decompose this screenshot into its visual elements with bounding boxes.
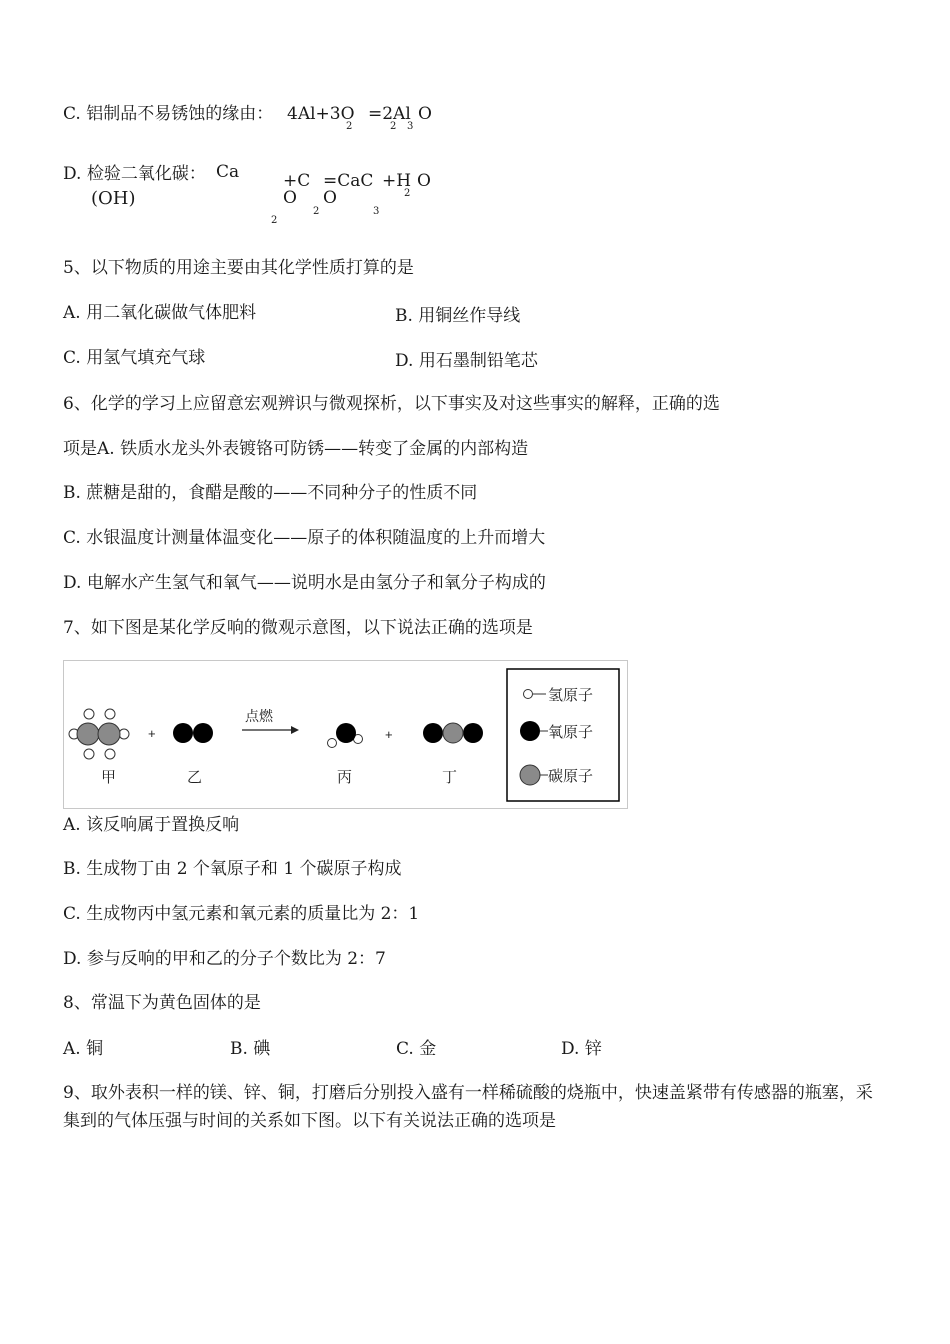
hydrogen-atom bbox=[328, 739, 337, 748]
legend-oxygen-label: 氧原子 bbox=[548, 724, 594, 741]
molecule-jia bbox=[69, 709, 129, 759]
q6-stem: 6、化学的学习上应留意宏观辨识与微观探析，以下事实及对这些事实的解释，正确的选 bbox=[63, 394, 720, 414]
legend-carbon-label: 碳原子 bbox=[548, 768, 594, 785]
arrow-label: 点燃 bbox=[245, 708, 273, 724]
carbon-atom bbox=[98, 723, 120, 745]
q4-option-c-eq-end: O bbox=[418, 104, 432, 124]
hydrogen-atom bbox=[105, 709, 115, 719]
oxygen-atom bbox=[193, 723, 213, 743]
label-jia: 甲 bbox=[101, 769, 117, 786]
q4-option-c-label: C. 铝制品不易锈蚀的缘由： bbox=[63, 104, 274, 124]
q4-option-d-sub-h: 2 bbox=[404, 188, 411, 199]
q4-option-d-sub-oh: 2 bbox=[271, 215, 278, 226]
q4-option-d-ca: Ca bbox=[216, 162, 240, 182]
legend-hydrogen-label: 氢原子 bbox=[548, 687, 594, 704]
q4-option-d-sub-o1: 2 bbox=[313, 206, 320, 217]
molecule-ding bbox=[423, 723, 483, 743]
legend bbox=[507, 669, 619, 801]
label-bing: 丙 bbox=[337, 769, 353, 786]
q7-stem: 7、如下图是某化学反响的微观示意图，以下说法正确的选项是 bbox=[63, 618, 533, 638]
carbon-atom bbox=[443, 723, 463, 743]
q4-option-d-sub-o2: 3 bbox=[373, 206, 380, 217]
q6-stem-line2: 项是A. 铁质水龙头外表镀铬可防锈——转变了金属的内部构造 bbox=[63, 439, 529, 459]
q5-option-d: D. 用石墨制铅笔芯 bbox=[395, 351, 538, 371]
q4-option-c-eq-mid: =2Al bbox=[368, 104, 411, 124]
q4-option-c-eq-sub3: 3 bbox=[407, 121, 414, 132]
q6-option-b: B. 蔗糖是甜的，食醋是酸的——不同种分子的性质不同 bbox=[63, 483, 478, 503]
oxygen-atom bbox=[336, 723, 356, 743]
molecule-bing bbox=[328, 723, 363, 748]
label-yi: 乙 bbox=[187, 769, 203, 786]
reaction-diagram bbox=[63, 660, 628, 809]
hydrogen-atom bbox=[105, 749, 115, 759]
plus-sign-2: + bbox=[385, 727, 393, 742]
q4-option-d-oh: (OH) bbox=[91, 188, 136, 209]
q7-option-d: D. 参与反响的甲和乙的分子个数比为 2：7 bbox=[63, 949, 386, 969]
q4-option-d-plus-h: +H bbox=[382, 171, 412, 191]
q4-option-d-eq-cac: =CaC bbox=[323, 171, 374, 191]
q4-option-d-o2: O bbox=[323, 188, 337, 208]
q5-option-c: C. 用氢气填充气球 bbox=[63, 348, 206, 368]
arrow-head bbox=[291, 726, 299, 734]
q4-option-c-eq-sub1: 2 bbox=[346, 121, 353, 132]
hydrogen-atom bbox=[84, 749, 94, 759]
q7-option-b: B. 生成物丁由 2 个氧原子和 1 个碳原子构成 bbox=[63, 859, 402, 879]
q5-option-b: B. 用铜丝作导线 bbox=[395, 306, 521, 326]
legend-hydrogen-icon bbox=[524, 690, 533, 699]
q7-option-c: C. 生成物丙中氢元素和氧元素的质量比为 2：1 bbox=[63, 904, 420, 924]
plus-sign-1: + bbox=[148, 726, 156, 741]
q4-option-d-plus-c: +C bbox=[283, 171, 311, 191]
q9-stem: 9、取外表积一样的镁、锌、铜，打磨后分别投入盛有一样稀硫酸的烧瓶中，快速盖紧带有传感器的瓶塞，采集到的气体压强与时间的关系如下图。以下有关说法正确的选项是 bbox=[63, 1083, 873, 1131]
q8-option-b: B. 碘 bbox=[230, 1039, 271, 1059]
q8-option-a: A. 铜 bbox=[63, 1039, 104, 1059]
molecule-yi bbox=[173, 723, 213, 743]
q5-stem: 5、以下物质的用途主要由其化学性质打算的是 bbox=[63, 258, 414, 278]
oxygen-atom bbox=[173, 723, 193, 743]
q6-option-c: C. 水银温度计测量体温变化——原子的体积随温度的上升而增大 bbox=[63, 528, 546, 548]
q6-option-d: D. 电解水产生氢气和氧气——说明水是由氢分子和氧分子构成的 bbox=[63, 573, 546, 593]
hydrogen-atom bbox=[84, 709, 94, 719]
q7-option-a: A. 该反响属于置换反响 bbox=[63, 815, 240, 835]
q8-option-d: D. 锌 bbox=[561, 1039, 602, 1059]
q4-option-d-label: D. 检验二氧化碳： bbox=[63, 164, 206, 184]
label-ding: 丁 bbox=[442, 769, 458, 786]
q4-option-c-eq-main: 4Al+3O bbox=[287, 104, 355, 124]
q8-option-c: C. 金 bbox=[396, 1039, 437, 1059]
q4-option-c-eq-sub2: 2 bbox=[390, 121, 397, 132]
legend-oxygen-icon bbox=[520, 721, 540, 741]
oxygen-atom bbox=[463, 723, 483, 743]
reaction-diagram-svg bbox=[64, 661, 627, 808]
oxygen-atom bbox=[423, 723, 443, 743]
q8-stem: 8、常温下为黄色固体的是 bbox=[63, 993, 261, 1013]
q4-option-d-o1: O bbox=[283, 188, 297, 208]
q5-option-a: A. 用二氧化碳做气体肥料 bbox=[63, 303, 257, 323]
legend-carbon-icon bbox=[520, 765, 540, 785]
carbon-atom bbox=[77, 723, 99, 745]
q4-option-d-o3: O bbox=[417, 171, 431, 191]
